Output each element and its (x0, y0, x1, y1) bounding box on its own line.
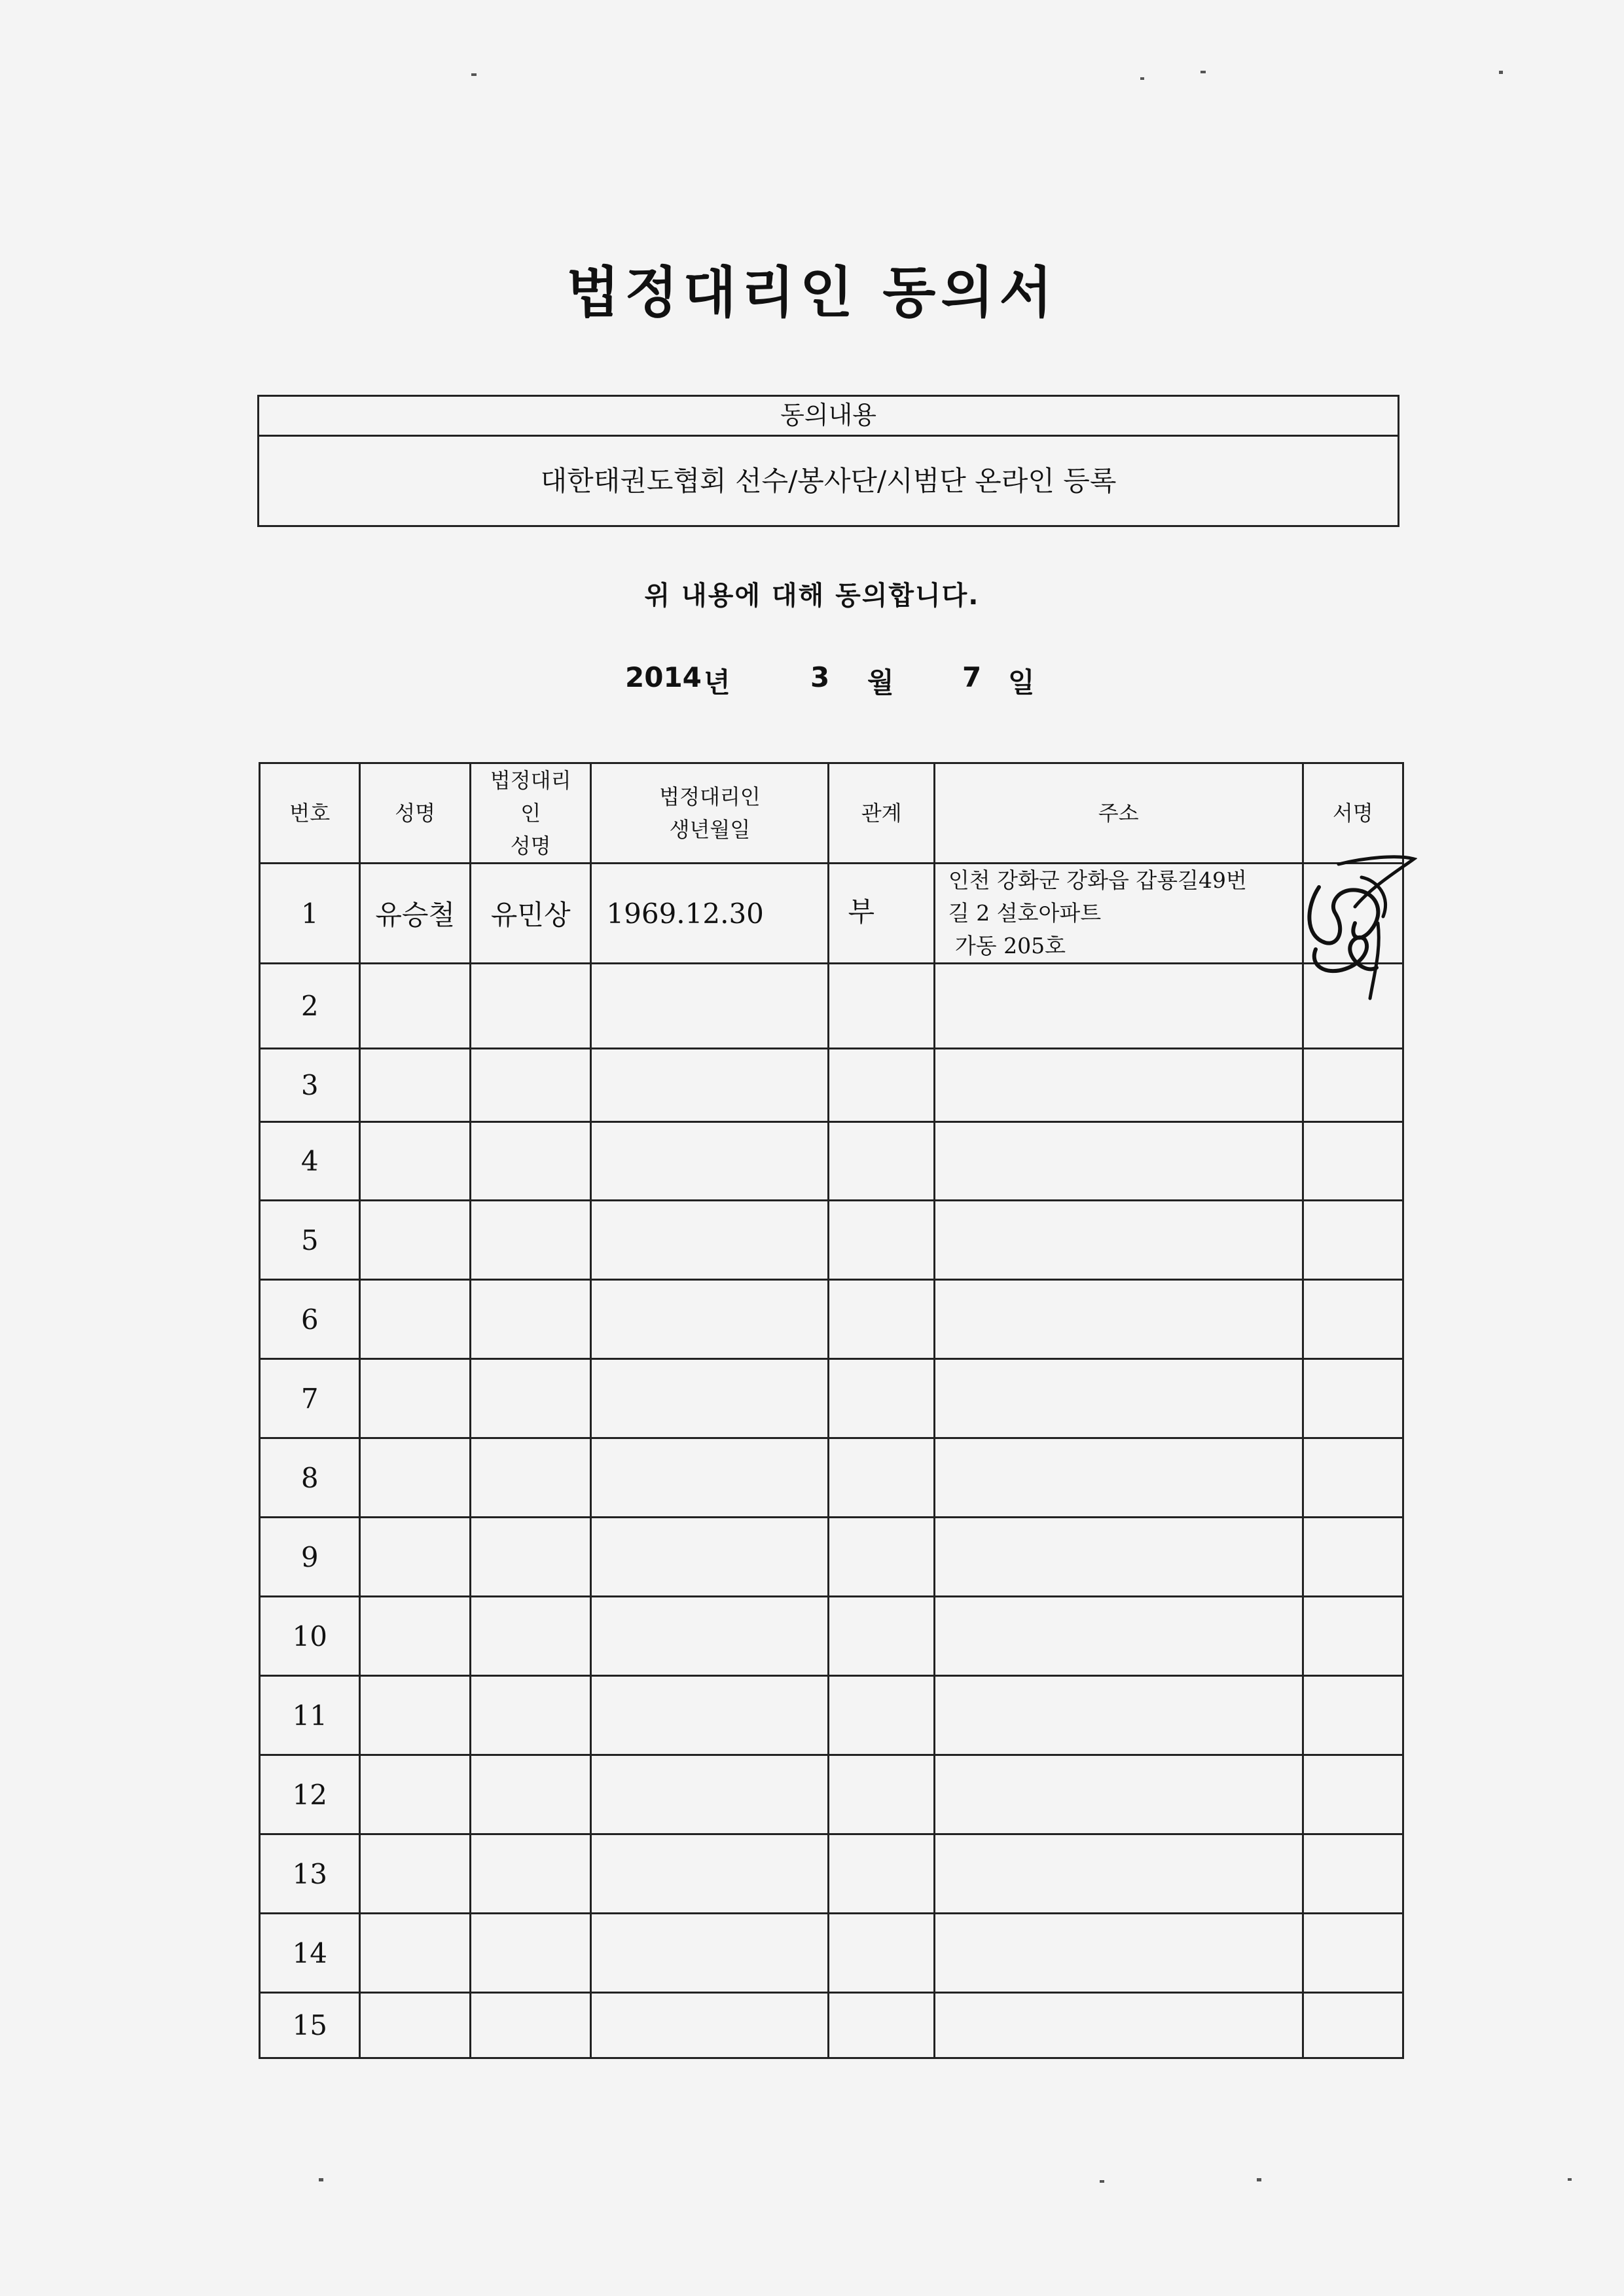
table-row (260, 1597, 1403, 1676)
cell-no: 11 (260, 1676, 360, 1755)
cell-rep-name (470, 1122, 591, 1201)
consent-header: 동의내용 (259, 397, 1398, 437)
table-row (260, 1676, 1403, 1755)
cell-name (360, 1049, 470, 1122)
cell-name (360, 1676, 470, 1755)
cell-address (934, 1280, 1303, 1359)
date-day-unit: 일 (1008, 666, 1035, 699)
cell-signature (1303, 1122, 1403, 1201)
cell-rep-birth (591, 1438, 829, 1518)
cell-no: 10 (260, 1597, 360, 1676)
cell-rep-birth (591, 1280, 829, 1359)
header-signature: 서명 (1303, 763, 1403, 864)
cell-name (360, 1597, 470, 1676)
cell-rep-name (470, 1914, 591, 1993)
table-row (260, 964, 1403, 1049)
cell-relation (829, 964, 934, 1049)
table-row (260, 1834, 1403, 1914)
cell-no: 1 (260, 864, 360, 964)
cell-name (360, 964, 470, 1049)
cell-no: 8 (260, 1438, 360, 1518)
cell-rep-birth (591, 964, 829, 1049)
cell-rep-birth (591, 1993, 829, 2058)
cell-rep-name (470, 1676, 591, 1755)
cell-signature (1303, 1914, 1403, 1993)
table-row (260, 1049, 1403, 1122)
table-row (260, 1280, 1403, 1359)
cell-rep-name (470, 1359, 591, 1438)
cell-signature (1303, 1359, 1403, 1438)
cell-signature (1303, 1993, 1403, 2058)
header-rep-birth (591, 763, 829, 864)
cell-address (934, 1993, 1303, 2058)
scan-speck (1499, 71, 1503, 74)
cell-name (360, 1280, 470, 1359)
cell-rep-birth (591, 1201, 829, 1280)
cell-address (934, 1049, 1303, 1122)
cell-signature (1303, 1201, 1403, 1280)
cell-relation (829, 1122, 934, 1201)
cell-rep-name (470, 1280, 591, 1359)
table-row (260, 1518, 1403, 1597)
cell-signature (1303, 1280, 1403, 1359)
cell-rep-birth (591, 1676, 829, 1755)
table-row (260, 1201, 1403, 1280)
date-year-unit: 년 (704, 666, 731, 699)
cell-signature (1303, 1834, 1403, 1914)
header-no: 번호 (260, 763, 360, 864)
cell-address (934, 1755, 1303, 1834)
cell-no: 4 (260, 1122, 360, 1201)
cell-rep-name (470, 964, 591, 1049)
cell-name (360, 1834, 470, 1914)
cell-rep-birth (591, 1359, 829, 1438)
cell-name (360, 1438, 470, 1518)
cell-rep-name (470, 1834, 591, 1914)
scan-speck (471, 73, 477, 76)
cell-signature (1303, 1518, 1403, 1597)
scan-speck (1200, 71, 1206, 73)
cell-rep-name (470, 1518, 591, 1597)
table-row (260, 1755, 1403, 1834)
header-rep-birth-line1: 법정대리인 (659, 784, 761, 809)
cell-signature (1303, 1438, 1403, 1518)
cell-name (360, 1755, 470, 1834)
cell-address (934, 864, 1303, 964)
table-row (260, 1359, 1403, 1438)
table-row (260, 1122, 1403, 1201)
table-row (260, 1438, 1403, 1518)
page-title: 법정대리인 동의서 (566, 261, 1058, 325)
cell-rep-name: 유민상 (470, 864, 591, 964)
date-month: 3 (810, 661, 830, 693)
cell-rep-birth (591, 1834, 829, 1914)
cell-relation (829, 1597, 934, 1676)
cell-address (934, 964, 1303, 1049)
address-line1: 인천 강화군 강화읍 갑룡길49번 (948, 867, 1247, 893)
cell-relation: 부 (829, 864, 934, 964)
cell-name (360, 1914, 470, 1993)
cell-rep-name (470, 1755, 591, 1834)
scan-speck (1100, 2180, 1104, 2183)
cell-no: 7 (260, 1359, 360, 1438)
cell-relation (829, 1049, 934, 1122)
scan-speck (1568, 2178, 1572, 2181)
consent-box (257, 395, 1399, 527)
address-line3: 가동 205호 (954, 933, 1066, 958)
cell-rep-birth (591, 1755, 829, 1834)
cell-rep-birth: 1969.12.30 (591, 864, 829, 964)
cell-rep-birth (591, 1518, 829, 1597)
cell-address (934, 1201, 1303, 1280)
cell-relation (829, 1914, 934, 1993)
cell-rep-name (470, 1597, 591, 1676)
cell-name (360, 1359, 470, 1438)
cell-signature (1303, 1676, 1403, 1755)
cell-relation (829, 1438, 934, 1518)
cell-address (934, 1834, 1303, 1914)
cell-relation (829, 1201, 934, 1280)
cell-address (934, 1518, 1303, 1597)
cell-rep-name (470, 1049, 591, 1122)
agreement-text: 위 내용에 대해 동의합니다. (644, 581, 980, 611)
header-address: 주소 (934, 763, 1303, 864)
scan-speck (319, 2178, 323, 2181)
cell-signature (1303, 1755, 1403, 1834)
cell-relation (829, 1518, 934, 1597)
cell-address (934, 1597, 1303, 1676)
header-rep-birth-line2: 생년월일 (669, 817, 751, 842)
cell-rep-birth (591, 1049, 829, 1122)
cell-name (360, 1993, 470, 2058)
date-day: 7 (962, 661, 982, 693)
cell-no: 2 (260, 964, 360, 1049)
cell-no: 5 (260, 1201, 360, 1280)
cell-rep-birth (591, 1914, 829, 1993)
cell-no: 6 (260, 1280, 360, 1359)
cell-relation (829, 1834, 934, 1914)
cell-no: 15 (260, 1993, 360, 2058)
header-name: 성명 (360, 763, 470, 864)
cell-no: 9 (260, 1518, 360, 1597)
cell-address (934, 1676, 1303, 1755)
consent-content: 대한태권도협회 선수/봉사단/시범단 온라인 등록 (540, 465, 1117, 497)
cell-name (360, 1122, 470, 1201)
cell-rep-name (470, 1438, 591, 1518)
header-relation: 관계 (829, 763, 934, 864)
cell-name: 유승철 (360, 864, 470, 964)
cell-signature (1303, 1597, 1403, 1676)
table-row (260, 1914, 1403, 1993)
cell-address (934, 1122, 1303, 1201)
cell-rep-name (470, 1993, 591, 2058)
cell-rep-birth (591, 1122, 829, 1201)
scan-speck (1140, 77, 1144, 80)
signature-icon (1299, 851, 1417, 1002)
table-row (260, 1993, 1403, 2058)
header-rep-name-line2: 인 (520, 801, 541, 826)
cell-relation (829, 1755, 934, 1834)
header-rep-name (470, 763, 591, 864)
cell-relation (829, 1993, 934, 2058)
header-rep-name-line3: 성명 (510, 833, 551, 858)
roster-table (259, 762, 1404, 2059)
table-header-row (260, 763, 1403, 864)
cell-no: 12 (260, 1755, 360, 1834)
cell-name (360, 1518, 470, 1597)
date-month-unit: 월 (867, 666, 894, 699)
cell-no: 14 (260, 1914, 360, 1993)
table-row (260, 864, 1403, 964)
cell-relation (829, 1280, 934, 1359)
cell-rep-name (470, 1201, 591, 1280)
cell-address (934, 1359, 1303, 1438)
address-line2: 길 2 설호아파트 (948, 900, 1102, 926)
cell-address (934, 1914, 1303, 1993)
cell-no: 13 (260, 1834, 360, 1914)
cell-relation (829, 1359, 934, 1438)
header-rep-name-line1: 법정대리 (490, 768, 571, 793)
cell-no: 3 (260, 1049, 360, 1122)
cell-rep-birth (591, 1597, 829, 1676)
cell-address (934, 1438, 1303, 1518)
date-year: 2014 (625, 661, 702, 693)
cell-relation (829, 1676, 934, 1755)
cell-name (360, 1201, 470, 1280)
scan-speck (1257, 2178, 1261, 2181)
cell-signature (1303, 1049, 1403, 1122)
